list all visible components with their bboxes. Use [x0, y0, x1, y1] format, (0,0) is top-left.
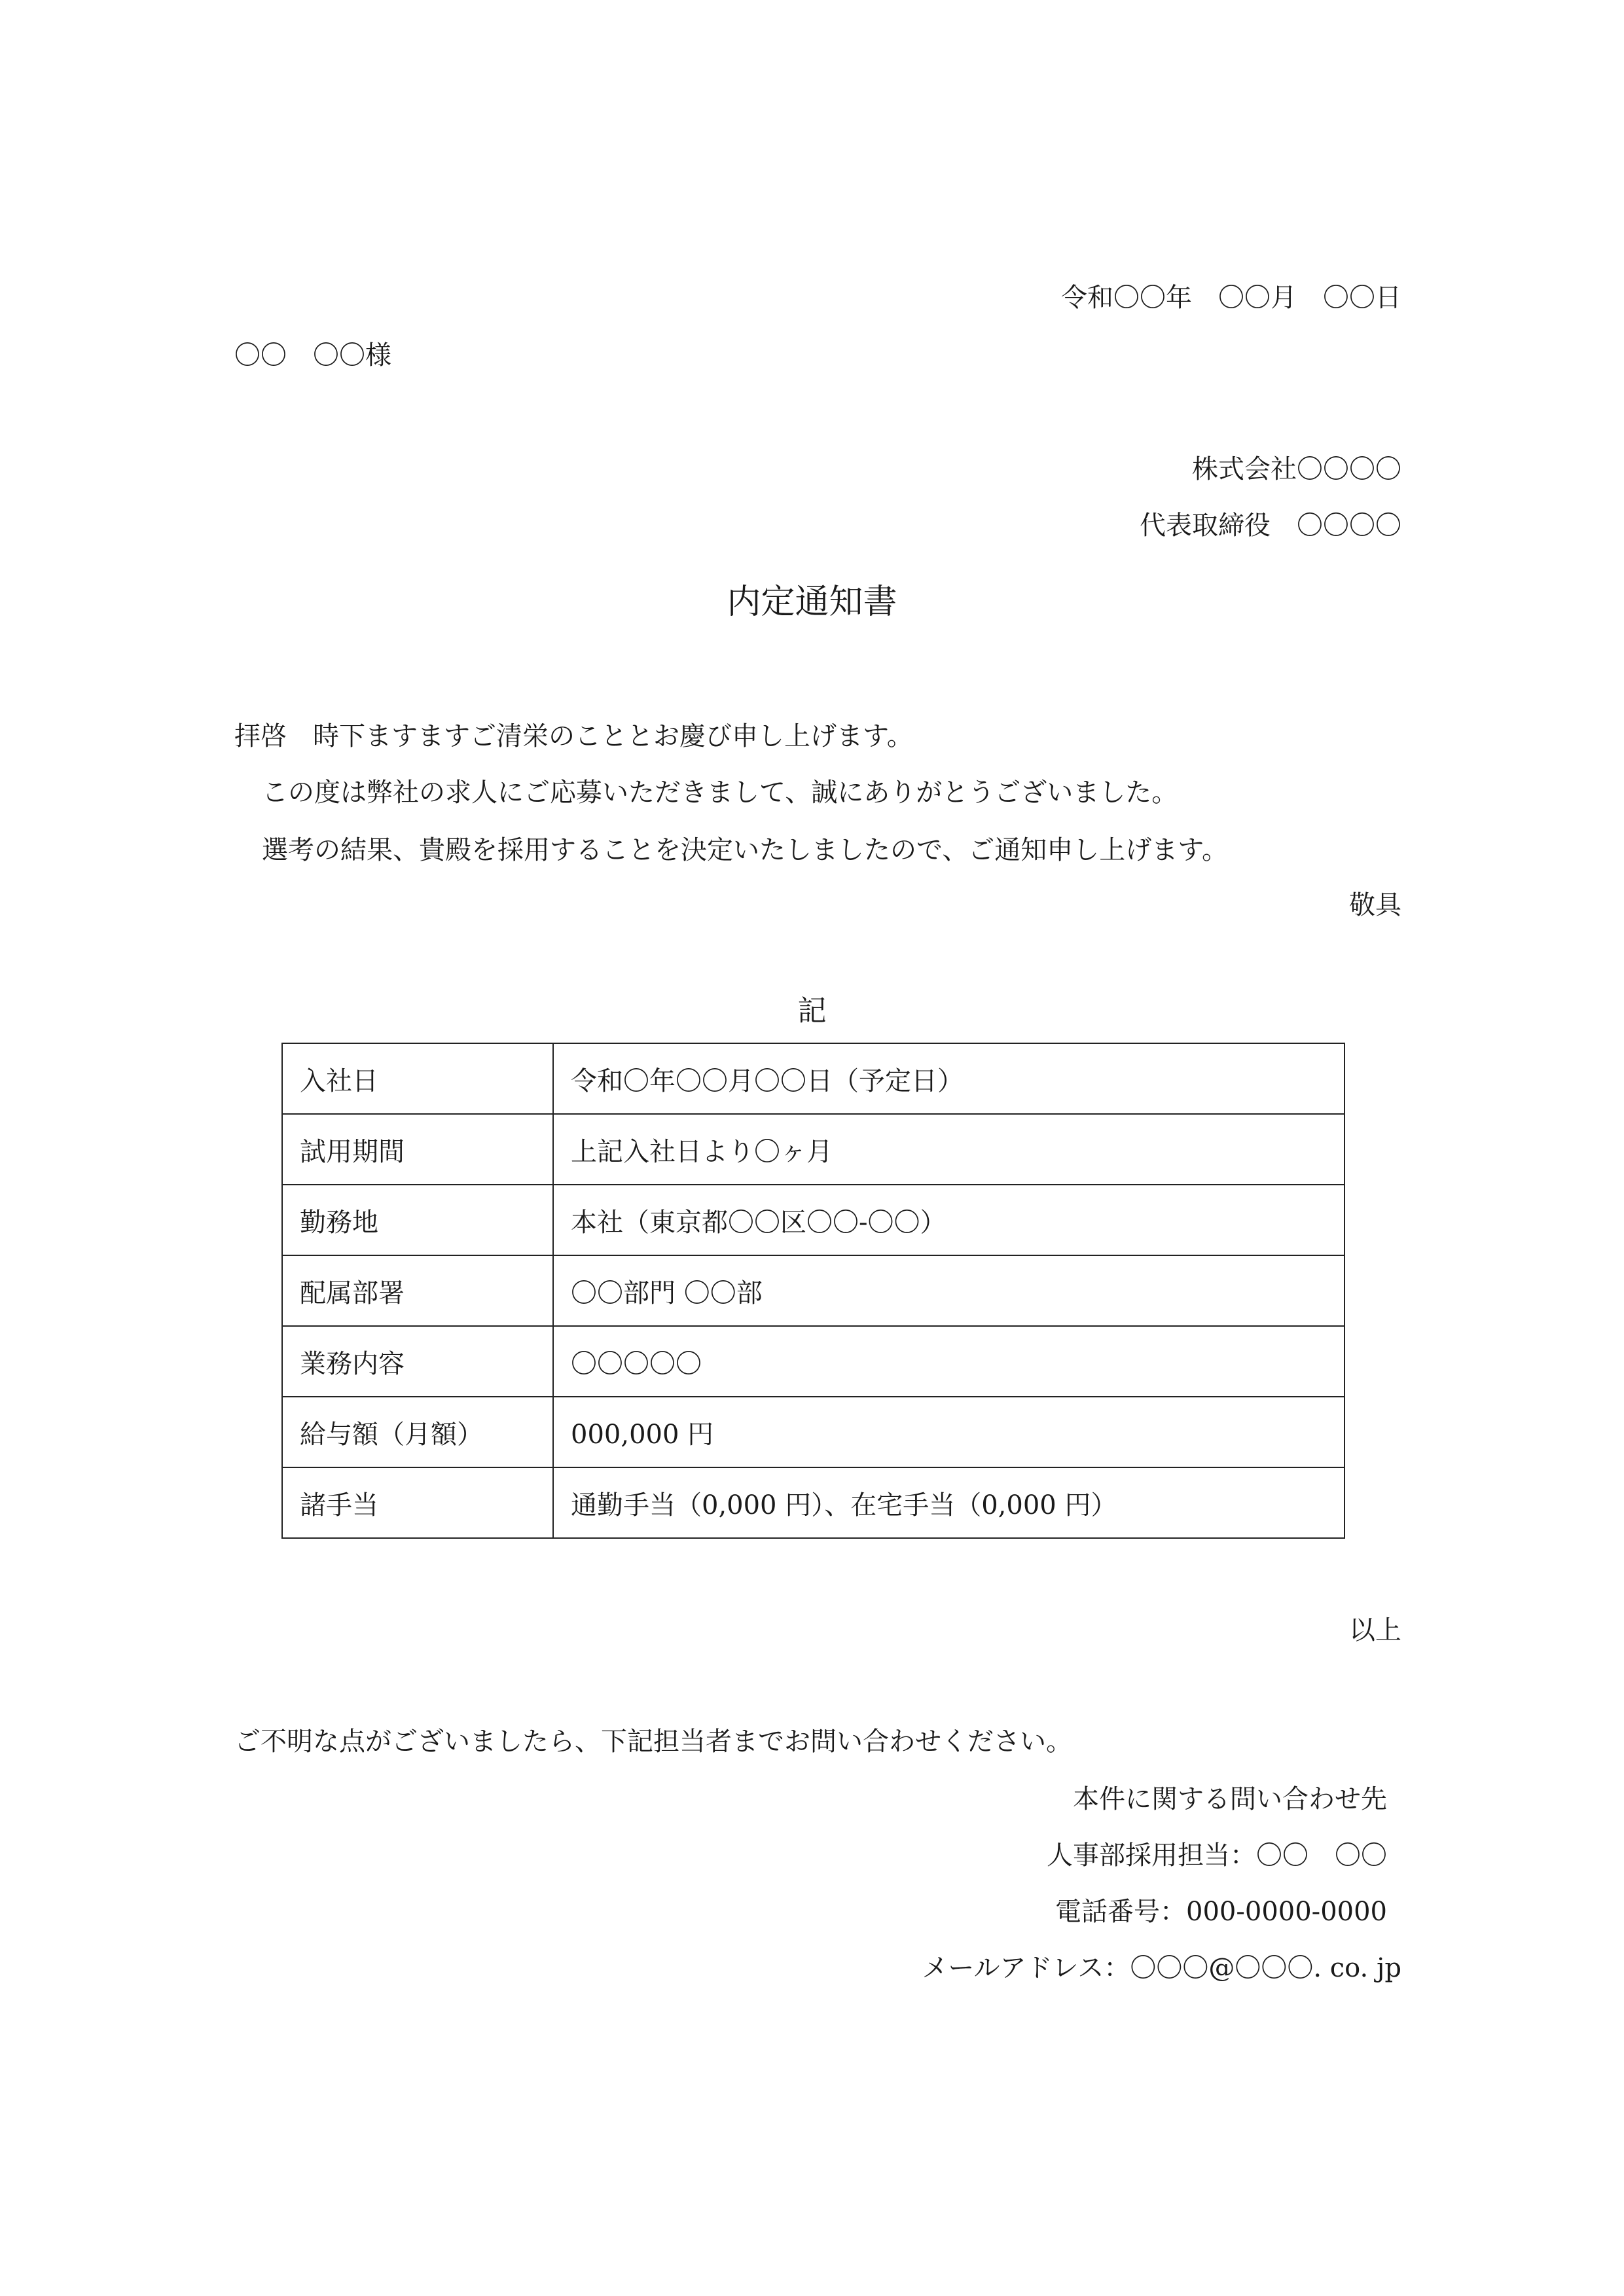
- detail-value: 本社（東京都〇〇区〇〇-〇〇）: [553, 1185, 1344, 1255]
- body-line-1: この度は弊社の求人にご応募いただきまして、誠にありがとうございました。: [262, 778, 1178, 808]
- document-title: 内定通知書: [727, 583, 897, 622]
- body-line-2: 選考の結果、貴殿を採用することを決定いたしましたので、ご通知申し上げます。: [262, 835, 1228, 865]
- table-row: [282, 1397, 1344, 1467]
- detail-value: 000,000 円: [553, 1397, 1344, 1467]
- representative: 代表取締役 〇〇〇〇: [1140, 511, 1401, 541]
- inquiry-note: ご不明な点がございましたら、下記担当者までお問い合わせください。: [234, 1727, 1072, 1757]
- table-row: [282, 1185, 1344, 1255]
- end-mark: 以上: [1349, 1615, 1401, 1645]
- contact-phone: 電話番号：000-0000-0000: [1055, 1897, 1387, 1927]
- issue-date: 令和〇〇年 〇〇月 〇〇日: [1061, 283, 1401, 313]
- greeting-line: 拝啓 時下ますますご清栄のこととお慶び申し上げます。: [234, 721, 913, 751]
- detail-label: 業務内容: [282, 1326, 553, 1397]
- contact-person: 人事部採用担当：〇〇 〇〇: [1047, 1840, 1387, 1871]
- detail-label: 諸手当: [282, 1467, 553, 1538]
- table-row: [282, 1043, 1344, 1114]
- table-row: [282, 1326, 1344, 1397]
- detail-label: 入社日: [282, 1043, 553, 1114]
- company-name: 株式会社〇〇〇〇: [1192, 454, 1401, 484]
- recipient-name: 〇〇 〇〇様: [234, 340, 391, 370]
- closing-keigu: 敬具: [1349, 890, 1401, 920]
- detail-value: 上記入社日より〇ヶ月: [553, 1114, 1344, 1185]
- table-row: [282, 1114, 1344, 1185]
- detail-value: 〇〇〇〇〇: [553, 1326, 1344, 1397]
- detail-value: 令和〇年〇〇月〇〇日（予定日）: [553, 1043, 1344, 1114]
- detail-label: 試用期間: [282, 1114, 553, 1185]
- contact-heading: 本件に関する問い合わせ先: [1073, 1784, 1387, 1814]
- detail-value: 通勤手当（0,000 円）、在宅手当（0,000 円）: [553, 1467, 1344, 1538]
- table-row: [282, 1467, 1344, 1538]
- ki-heading: 記: [797, 994, 827, 1028]
- details-table: [281, 1043, 1345, 1539]
- table-row: [282, 1255, 1344, 1326]
- detail-label: 給与額（月額）: [282, 1397, 553, 1467]
- detail-label: 配属部署: [282, 1255, 553, 1326]
- detail-label: 勤務地: [282, 1185, 553, 1255]
- detail-value: 〇〇部門 〇〇部: [553, 1255, 1344, 1326]
- contact-email: メールアドレス：〇〇〇@〇〇〇. co. jp: [922, 1953, 1401, 1983]
